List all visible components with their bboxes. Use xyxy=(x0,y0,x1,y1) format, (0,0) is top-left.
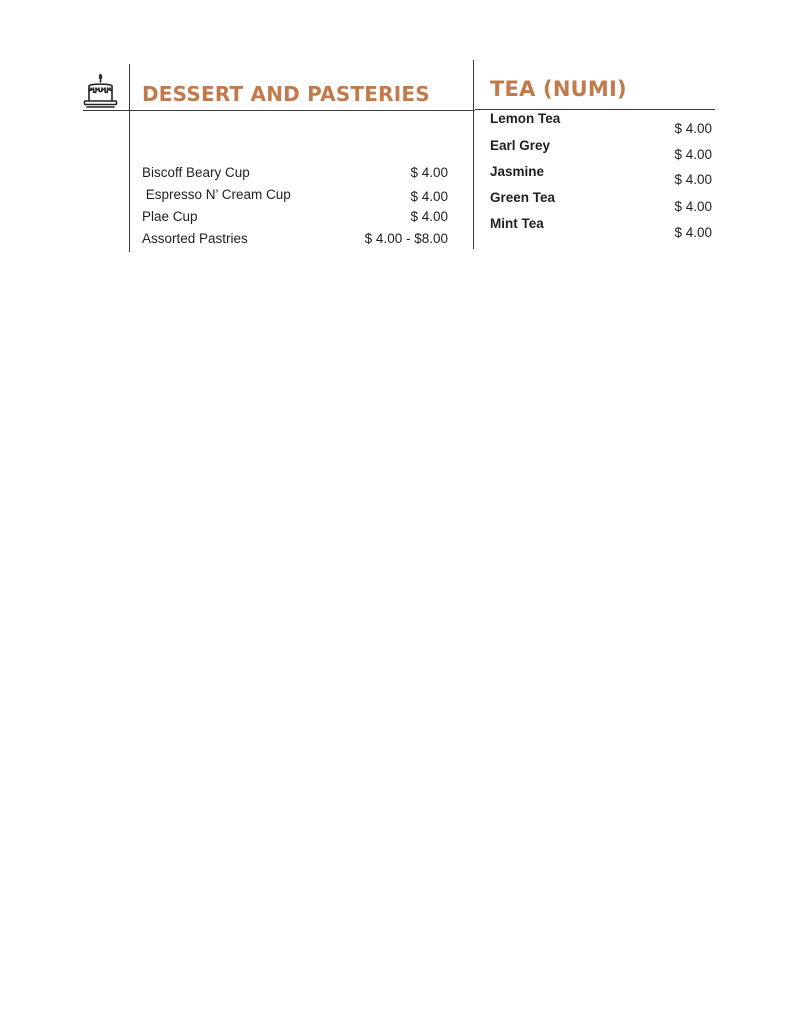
dessert-item-name: Espresso N’ Cream Cup xyxy=(142,187,291,202)
tea-item-price: $ 4.00 xyxy=(674,121,712,136)
dessert-item-name: Plae Cup xyxy=(142,209,198,224)
dessert-item-price: $ 4.00 xyxy=(410,165,448,180)
tea-item-price: $ 4.00 xyxy=(674,225,712,240)
tea-item-name: Mint Tea xyxy=(490,216,544,231)
tea-section-title: TEA (NUMI) xyxy=(490,77,627,101)
dessert-section-title: DESSERT AND PASTERIES xyxy=(142,82,430,106)
tea-item-name: Jasmine xyxy=(490,164,545,179)
dessert-item-name: Biscoff Beary Cup xyxy=(142,165,250,180)
cake-icon xyxy=(81,72,121,112)
tea-item-price: $ 4.00 xyxy=(674,147,712,162)
tea-item-price: $ 4.00 xyxy=(674,172,712,187)
dessert-item-price: $ 4.00 xyxy=(410,209,448,224)
tea-item-name: Green Tea xyxy=(490,190,556,205)
dessert-item-price: $ 4.00 - $8.00 xyxy=(364,231,448,246)
tea-item-price: $ 4.00 xyxy=(674,199,712,214)
tea-item-name: Lemon Tea xyxy=(490,111,561,126)
center-section-divider xyxy=(473,60,474,249)
dessert-item-name: Assorted Pastries xyxy=(142,231,248,246)
left-section-divider xyxy=(129,64,130,252)
dessert-header-rule xyxy=(83,110,475,111)
tea-header-rule xyxy=(475,109,715,110)
tea-item-name: Earl Grey xyxy=(490,138,551,153)
dessert-item-price: $ 4.00 xyxy=(410,189,448,204)
